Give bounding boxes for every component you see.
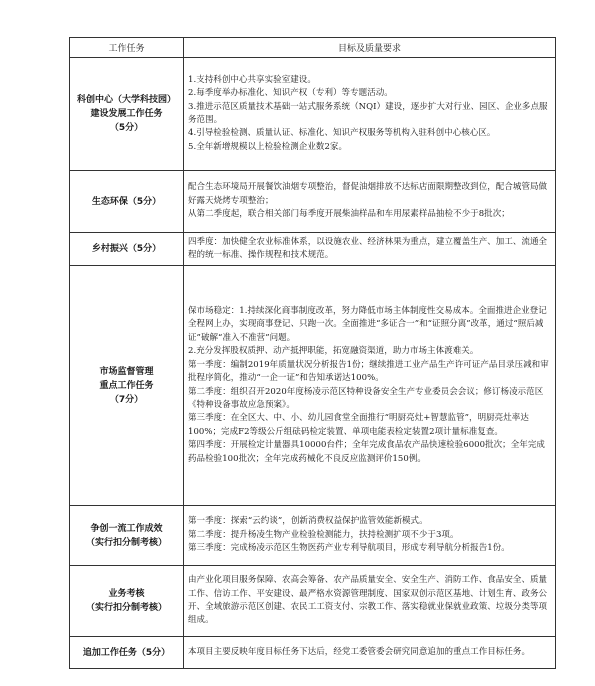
goal-cell [184,566,556,637]
task-label: （实行扣分制考核） [85,603,167,613]
goal-text: 第三季度：在全区大、中、小、幼儿园食堂全面推行“明厨亮灶+智慧监管”，明厨亮灶率达100%；完成F2等级公斤组砝码检定装置、单项电能表检定装置2项计量标准复查。 [188,413,529,437]
table-row [70,233,556,266]
goal-text: 第一季度：探索“云约谈”，创新消费权益保护监管效能新模式。 [188,516,428,527]
task-label: 追加工作任务（5分） [82,647,171,658]
goal-text: 3.推进示范区质量技术基础一站式服务系统（NQI）建设，逐步扩大对行业、园区、企业多点服务范围。 [188,101,548,125]
goal-cell [184,171,556,233]
task-label: 争创一流工作成效 [90,523,163,534]
goal-text: 2.充分发挥股权质押、动产抵押职能，拓宽融资渠道，助力市场主体渡难关。 [188,346,479,357]
task-label: 建设发展工作任务 [90,109,163,119]
task-cell [70,506,184,566]
header-goal: 目标及质量要求 [184,38,556,58]
task-score: （5分） [109,123,144,133]
task-label: 生态环保（5分） [91,196,162,207]
goal-text: 4.引导检验检测、质量认证、标准化、知识产权服务等机构入驻科创中心核心区。 [188,128,496,139]
table-row [70,266,556,506]
goal-text: 第四季度：开展检定计量器具10000台件；全年完成食品农产品快速检验6000批次；全年完成药品检验100批次；全年完成药械化不良反应监测评价150例。 [188,440,545,464]
table-header-row [70,38,556,58]
goal-cell [184,266,556,506]
task-cell [70,566,184,637]
task-cell [70,233,184,266]
header-task: 工作任务 [70,38,184,58]
task-cell [70,58,184,171]
goal-text: 由产业化项目服务保障、农高会筹备、农产品质量安全、安全生产、消防工作、食品安全、质量工作、信访工作、平安建设、最严格水资源管理制度、国家双创示范区基地、计划生育、政务公开、全域旅游示范区创建、农民工工资支付、宗教工作、落实稳就业保就业政策、垃圾分类等项组成。 [188,575,548,626]
goal-cell [184,637,556,669]
task-score: （7分） [109,394,144,405]
task-label: 科创中心（大学科技园） [76,95,176,105]
goal-cell [184,233,556,266]
task-label: 重点工作任务 [99,380,154,391]
goal-cell [184,506,556,566]
task-cell [70,171,184,233]
table-row [70,506,556,566]
goal-text: 四季度：加快健全农业标准体系，以设施农业、经济林果为重点，建立覆盖生产、加工、流通全程的统一标准、操作规程和技术规范。 [188,236,548,260]
goal-text: 本项目主要反映年度目标任务下达后，经党工委管委会研究同意追加的重点工作目标任务。 [188,646,531,657]
table-row [70,566,556,637]
goal-text: 保市场稳定：1.持续深化商事制度改革，努力降低市场主体制度性交易成本。全面推进企业登记全程网上办，实现商事登记、只跑一次。全面推进“多证合一”和“证照分离”改革，通过“照后减证”破解“准入不准营”问题。 [188,306,547,343]
goal-text: 第三季度：完成杨凌示范区生物医药产业专利导航项目，形成专利导航分析报告1份。 [188,543,510,554]
goal-cell [184,58,556,171]
task-label: 乡村振兴（5分） [91,244,162,254]
table-row [70,58,556,171]
target-table [69,37,556,669]
table-row [70,637,556,669]
goal-text: 1.支持科创中心共享实验室建设。 [188,74,316,85]
task-label: （实行扣分制考核） [85,537,167,548]
goal-text: 配合生态环境局开展餐饮油烟专项整治，督促油烟排放不达标店面限期整改到位，配合城管局做好露天烧烤专项整治； [188,182,548,206]
goal-text: 第二季度：组织召开2020年度杨凌示范区特种设备安全生产专业委员会会议；修订杨凌示范区《特种设备事故应急预案》。 [188,386,544,410]
goal-text: 2.每季度举办标准化、知识产权（专利）等专题活动。 [188,88,393,99]
task-label: 市场监督管理 [99,366,154,377]
goal-text: 第一季度：编制2019年质量状况分析报告1份；继续推进工业产品生产许可证产品目录压减和审批程序简化，推动“一企一证”和告知承诺达100%。 [188,359,549,384]
goal-text: 5.全年新增规模以上检验检测企业数2家。 [188,141,348,152]
task-cell [70,266,184,506]
task-cell [70,637,184,669]
goal-text: 从第二季度起，联合相关部门每季度开展柴油样品和车用尿素样品抽检不少于8批次； [188,209,510,220]
task-label: 业务考核 [108,589,145,599]
table-row [70,171,556,233]
goal-text: 第二季度：提升杨凌生物产业检验检测能力，扶持检测扩项不少于3项。 [188,529,459,540]
